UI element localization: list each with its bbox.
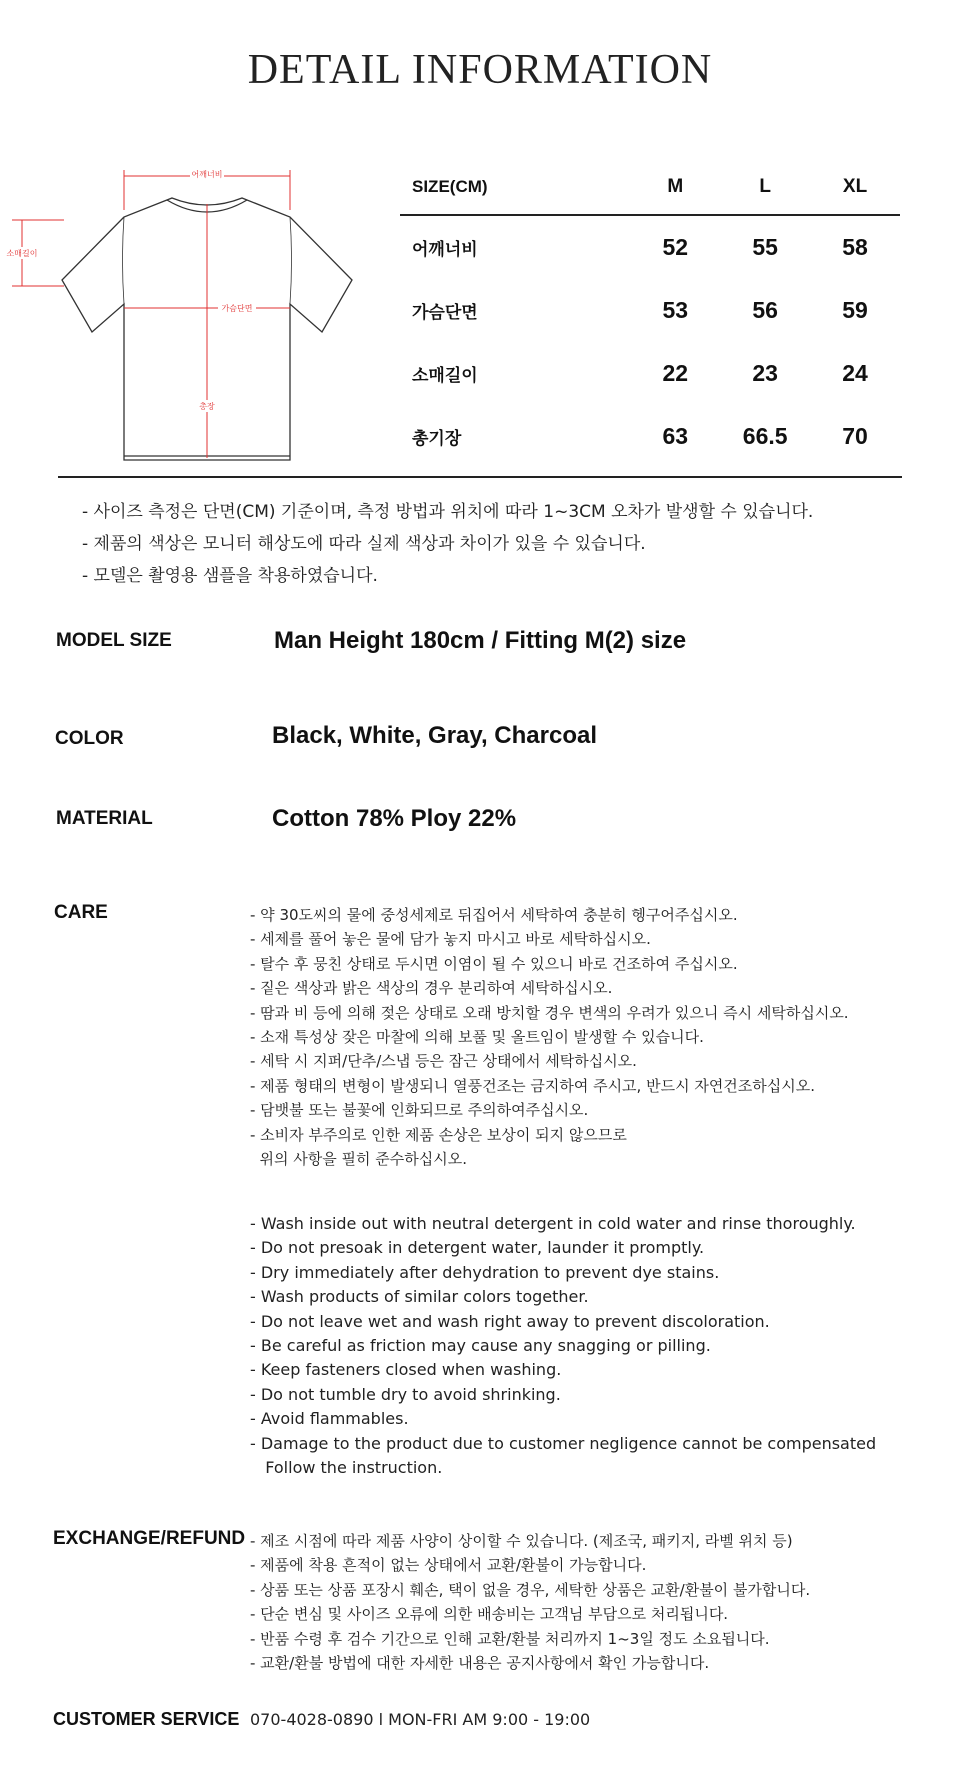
cell-xl: 58	[842, 234, 868, 260]
row-label: 어깨너비	[412, 240, 478, 259]
page-title: DETAIL INFORMATION	[247, 47, 713, 93]
cell-m: 52	[662, 234, 689, 260]
care-line: - 소비자 부주의로 인한 제품 손상은 보상이 되지 않으므로	[250, 1125, 627, 1144]
cell-l: 66.5	[742, 423, 788, 449]
cell-m: 53	[662, 297, 689, 323]
care-line: - 소재 특성상 잦은 마찰에 의해 보풀 및 올트임이 발생할 수 있습니다.	[250, 1028, 704, 1047]
cell-m: 22	[662, 360, 689, 386]
care-line: - 세제를 풀어 놓은 물에 담가 놓지 마시고 바로 세탁하십시오.	[250, 930, 651, 949]
care-line: Follow the instruction.	[250, 1458, 443, 1478]
row-label: 총기장	[412, 429, 462, 448]
care-line: - Keep fasteners closed when washing.	[250, 1360, 562, 1380]
care-line: - 제품 형태의 변형이 발생되니 열풍건조는 금지하여 주시고, 반드시 자연건조하십시오.	[250, 1076, 816, 1095]
care-line: - 탈수 후 뭉친 상태로 두시면 이염이 될 수 있으니 바로 건조하여 주십시오.	[250, 954, 738, 973]
size-header-m: M	[630, 160, 720, 215]
material-value: Cotton 78% Ploy 22%	[272, 805, 517, 832]
care-line: 위의 사항을 필히 준수하십시오.	[250, 1150, 467, 1169]
care-instructions-en	[250, 1212, 950, 1480]
sleeve-label: 소매길이	[6, 249, 38, 258]
exchange-refund-policy	[250, 1529, 950, 1675]
size-header-xl: XL	[810, 160, 900, 215]
table-row	[400, 215, 900, 279]
cell-l: 55	[752, 234, 778, 260]
length-label: 총장	[199, 402, 215, 411]
cell-m: 63	[662, 423, 689, 449]
care-line: - Wash inside out with neutral detergent in cold water and rinse thoroughly.	[250, 1214, 856, 1233]
policy-line: - 제조 시점에 따라 제품 사양이 상이할 수 있습니다. (제조국, 패키지, 라벨 위치 등)	[250, 1532, 793, 1550]
tshirt-measurement-diagram	[0, 160, 380, 480]
cell-l: 23	[752, 360, 778, 386]
cell-xl: 59	[842, 297, 868, 323]
policy-line: - 반품 수령 후 검수 기간으로 인해 교환/환불 처리까지 1~3일 정도 소요됩니다.	[250, 1629, 770, 1648]
care-line: - Do not tumble dry to avoid shrinking.	[250, 1384, 561, 1404]
shoulder-label: 어깨너비	[191, 170, 223, 179]
color-label: COLOR	[55, 728, 124, 749]
size-table-header	[400, 160, 900, 215]
note-line: - 제품의 색상은 모니터 해상도에 따라 실제 색상과 차이가 있을 수 있습니다.	[82, 534, 646, 554]
cell-xl: 70	[842, 423, 868, 449]
exchange-refund-label: EXCHANGE/REFUND	[53, 1528, 246, 1549]
note-line: - 사이즈 측정은 단면(CM) 기준이며, 측정 방법과 위치에 따라 1~3CM 오차가 발생할 수 있습니다.	[82, 502, 814, 522]
divider	[58, 476, 902, 478]
care-line: - Be careful as friction may cause any snagging or pilling.	[250, 1336, 711, 1356]
cell-xl: 24	[842, 360, 868, 386]
policy-line: - 상품 또는 상품 포장시 훼손, 택이 없을 경우, 세탁한 상품은 교환/환불이 불가합니다.	[250, 1580, 811, 1599]
model-size-label: MODEL SIZE	[56, 630, 172, 651]
row-label: 가슴단면	[412, 303, 478, 322]
care-line: - 세탁 시 지퍼/단추/스냅 등은 잠근 상태에서 세탁하십시오.	[250, 1052, 637, 1071]
care-label: CARE	[54, 902, 108, 923]
size-notes	[82, 496, 942, 592]
customer-service-label: CUSTOMER SERVICE	[53, 1709, 240, 1729]
care-line: - 짙은 색상과 밝은 색상의 경우 분리하여 세탁하십시오.	[250, 979, 613, 998]
care-line: - Do not leave wet and wash right away to prevent discoloration.	[250, 1311, 770, 1331]
size-header-label: SIZE(CM)	[400, 160, 630, 215]
care-line: - 땀과 비 등에 의해 젖은 상태로 오래 방치할 경우 변색의 우려가 있으니 즉시 세탁하십시오.	[250, 1003, 849, 1022]
cell-l: 56	[752, 297, 778, 323]
customer-service-value: 070-4028-0890 l MON-FRI AM 9:00 - 19:00	[250, 1710, 591, 1729]
size-header-l: L	[720, 160, 810, 215]
care-line: - Do not presoak in detergent water, launder it promptly.	[250, 1238, 705, 1258]
material-label: MATERIAL	[56, 808, 153, 829]
row-label: 소매길이	[412, 366, 478, 385]
note-line: - 모델은 촬영용 샘플을 착용하였습니다.	[82, 566, 378, 586]
size-table	[400, 160, 900, 468]
color-value: Black, White, Gray, Charcoal	[272, 722, 597, 749]
model-size-value: Man Height 180cm / Fitting M(2) size	[274, 627, 687, 654]
care-line: - Damage to the product due to customer negligence cannot be compensated	[250, 1433, 877, 1453]
care-line: - Dry immediately after dehydration to prevent dye stains.	[250, 1262, 720, 1282]
care-line: - 약 30도씨의 물에 중성세제로 뒤집어서 세탁하여 충분히 헹구어주십시오.	[250, 906, 738, 924]
policy-line: - 단순 변심 및 사이즈 오류에 의한 배송비는 고객님 부담으로 처리됩니다.	[250, 1605, 729, 1624]
policy-line: - 제품에 착용 흔적이 없는 상태에서 교환/환불이 가능합니다.	[250, 1556, 647, 1575]
care-instructions-ko	[250, 903, 950, 1171]
table-row	[400, 342, 900, 405]
policy-line: - 교환/환불 방법에 대한 자세한 내용은 공지사항에서 확인 가능합니다.	[250, 1654, 710, 1673]
table-row	[400, 279, 900, 342]
chest-label: 가슴단면	[221, 304, 253, 313]
care-line: - Avoid flammables.	[250, 1409, 409, 1429]
care-line: - 담뱃불 또는 불꽃에 인화되므로 주의하여주십시오.	[250, 1101, 589, 1120]
table-row	[400, 405, 900, 468]
care-line: - Wash products of similar colors together.	[250, 1287, 589, 1307]
